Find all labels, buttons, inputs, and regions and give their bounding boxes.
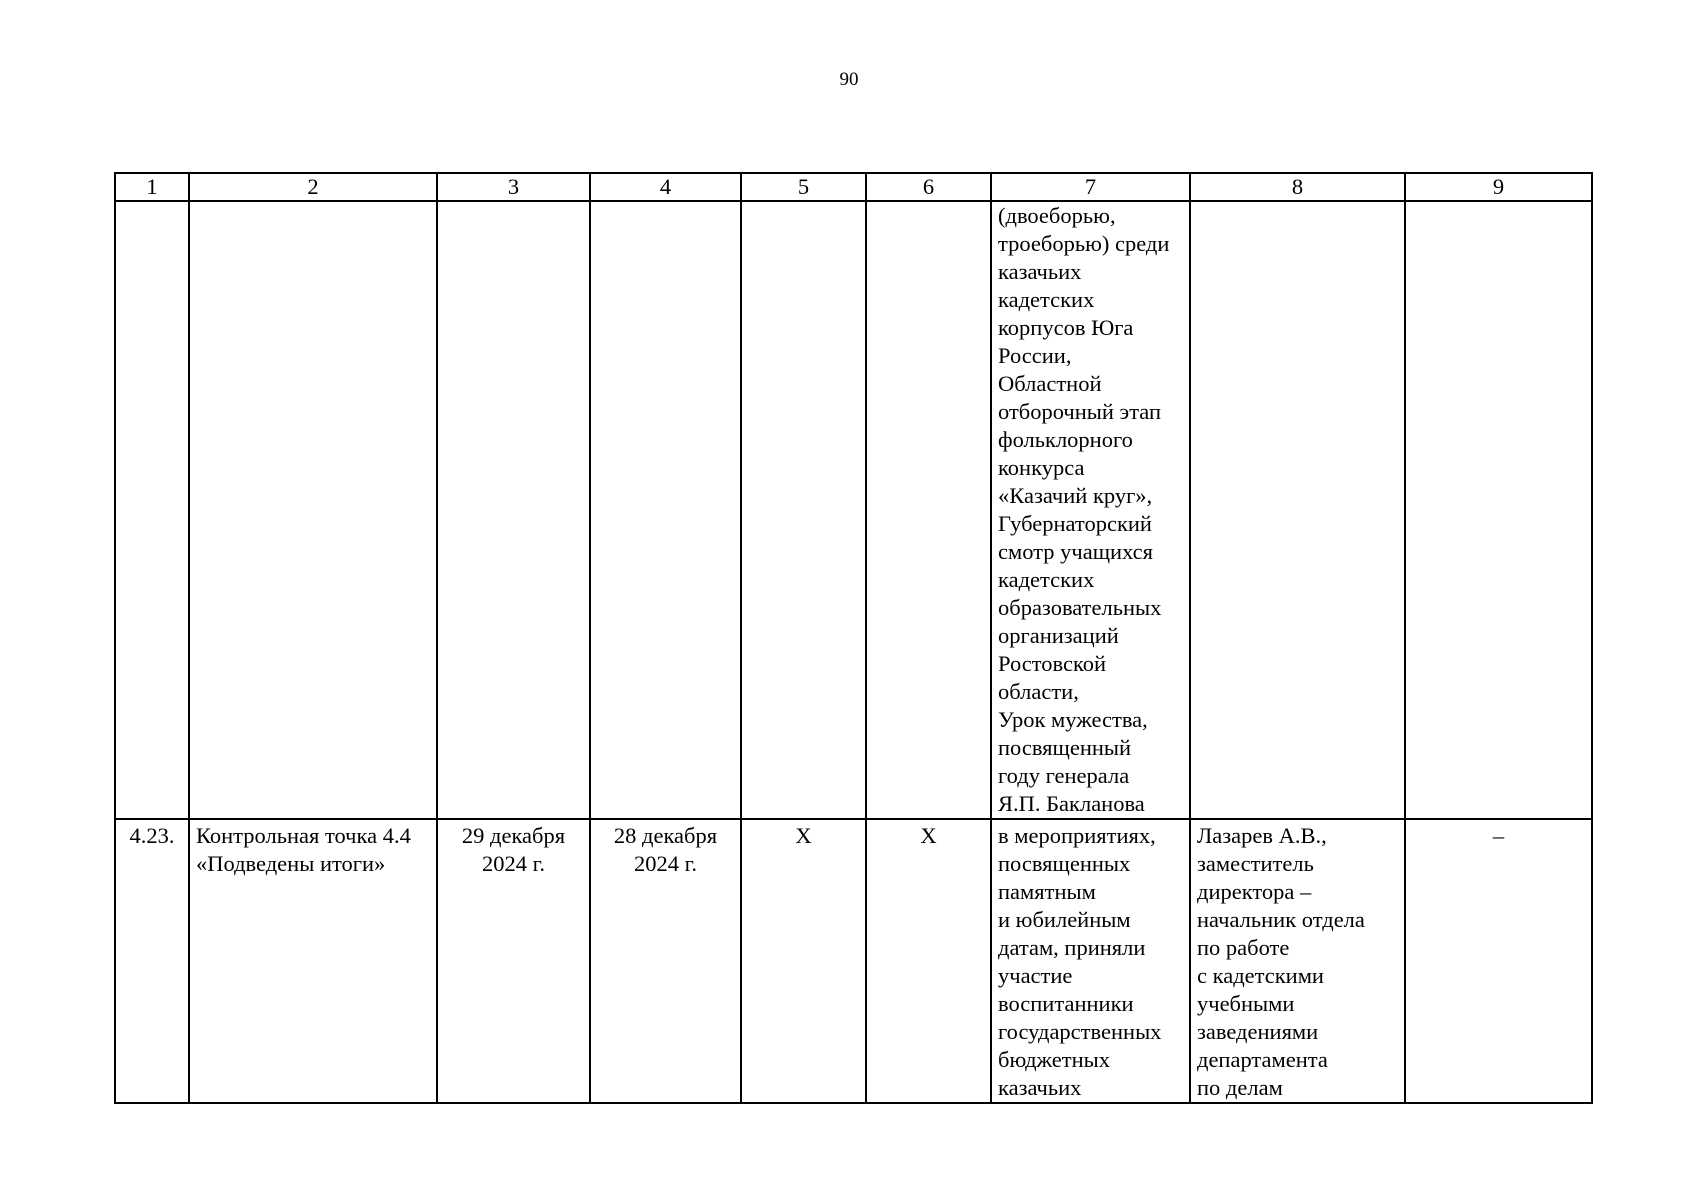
text-line: Контрольная точка 4.4: [196, 823, 411, 848]
text-line: департамента: [1197, 1047, 1328, 1072]
cell-empty: [1190, 201, 1405, 819]
header-col-6: 6: [866, 173, 991, 201]
text-line: участие: [998, 963, 1073, 988]
text-line: заведениями: [1197, 1019, 1319, 1044]
text-line: по делам: [1197, 1075, 1283, 1100]
text-line: по работе: [1197, 935, 1290, 960]
text-line: троеборью) среди: [998, 231, 1170, 256]
text-line: конкурса: [998, 455, 1085, 480]
text-line: казачьих: [998, 259, 1082, 284]
text-line: государственных: [998, 1019, 1162, 1044]
text-line: учебными: [1197, 991, 1295, 1016]
header-col-1: 1: [115, 173, 189, 201]
text-line: с кадетскими: [1197, 963, 1324, 988]
cell-row-number: 4.23.: [115, 819, 189, 1103]
page-number: 90: [839, 69, 859, 90]
plan-table: [114, 172, 1593, 1104]
text-line: России,: [998, 343, 1072, 368]
cell-event-name: [189, 819, 437, 1103]
text-line: году генерала: [998, 763, 1130, 788]
text-line: «Подведены итоги»: [196, 851, 386, 876]
text-line: области,: [998, 679, 1079, 704]
text-line: заместитель: [1197, 851, 1314, 876]
cell-responsible: [1190, 819, 1405, 1103]
cell-end-date: [590, 819, 741, 1103]
text-line: Губернаторский: [998, 511, 1152, 536]
text-line: корпусов Юга: [998, 315, 1134, 340]
text-line: директора –: [1197, 879, 1312, 904]
header-col-2: 2: [189, 173, 437, 201]
text-line: 2024 г.: [634, 851, 697, 876]
text-line: начальник отдела: [1197, 907, 1365, 932]
text-line: Областной: [998, 371, 1102, 396]
text-line: памятным: [998, 879, 1096, 904]
text-line: образовательных: [998, 595, 1162, 620]
header-col-5: 5: [741, 173, 866, 201]
cell-empty: [741, 201, 866, 819]
cell-result: [991, 819, 1190, 1103]
table-header-row: [115, 173, 1592, 201]
text-line: казачьих: [998, 1075, 1082, 1100]
cell-col-9: –: [1405, 819, 1592, 1103]
text-line: посвященных: [998, 851, 1131, 876]
text-line: кадетских: [998, 287, 1095, 312]
cell-col-5: X: [741, 819, 866, 1103]
header-col-4: 4: [590, 173, 741, 201]
text-line: смотр учащихся: [998, 539, 1154, 564]
cell-empty: [1405, 201, 1592, 819]
text-line: «Казачий круг»,: [998, 483, 1153, 508]
table-row-continued: [115, 201, 1592, 819]
text-line: и юбилейным: [998, 907, 1131, 932]
text-line: отборочный этап: [998, 399, 1162, 424]
text-line: Лазарев А.В.,: [1197, 823, 1327, 848]
text-line: Ростовской: [998, 651, 1107, 676]
cell-empty: [189, 201, 437, 819]
text-line: в мероприятиях,: [998, 823, 1156, 848]
header-col-9: 9: [1405, 173, 1592, 201]
text-line: 29 декабря: [461, 823, 566, 848]
text-line: бюджетных: [998, 1047, 1111, 1072]
text-line: 2024 г.: [482, 851, 545, 876]
cell-empty: [115, 201, 189, 819]
cell-empty: [866, 201, 991, 819]
text-line: Урок мужества,: [998, 707, 1148, 732]
text-line: фольклорного: [998, 427, 1133, 452]
text-line: (двоеборью,: [998, 203, 1116, 228]
text-line: посвященный: [998, 735, 1132, 760]
text-line: датам, приняли: [998, 935, 1146, 960]
table-row: [115, 819, 1592, 1103]
cell-col-6: X: [866, 819, 991, 1103]
text-line: 28 декабря: [613, 823, 718, 848]
text-line: кадетских: [998, 567, 1095, 592]
cell-start-date: [437, 819, 590, 1103]
cell-result-continued: [991, 201, 1190, 819]
cell-empty: [590, 201, 741, 819]
header-col-3: 3: [437, 173, 590, 201]
header-col-8: 8: [1190, 173, 1405, 201]
header-col-7: 7: [991, 173, 1190, 201]
text-line: организаций: [998, 623, 1119, 648]
text-line: Я.П. Бакланова: [998, 791, 1145, 816]
text-line: воспитанники: [998, 991, 1134, 1016]
cell-empty: [437, 201, 590, 819]
